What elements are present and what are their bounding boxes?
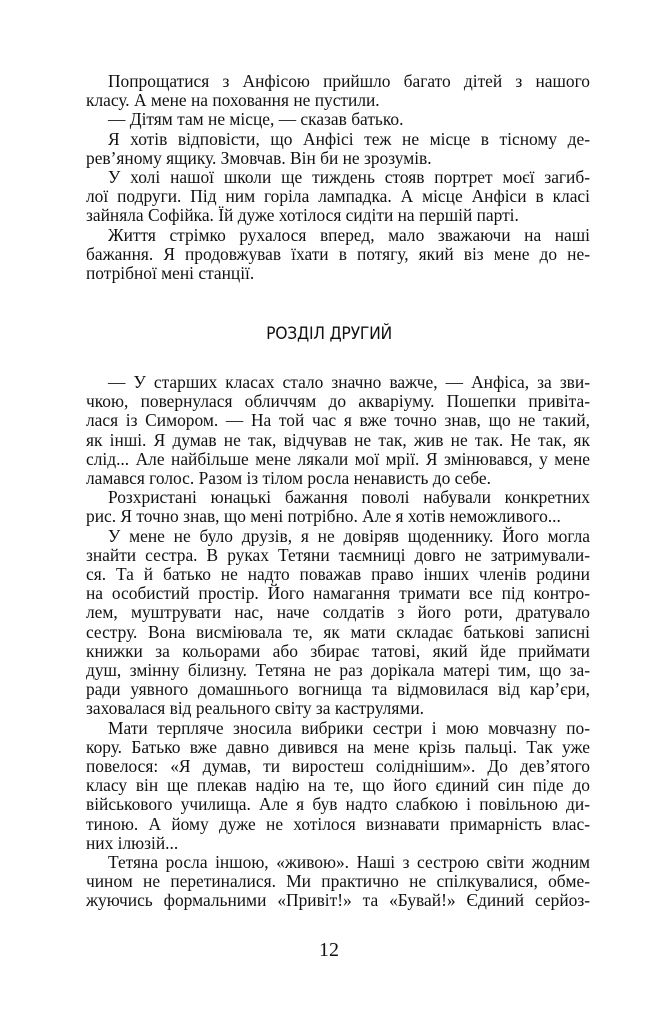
text-line: них ілюзій... (86, 832, 179, 853)
text-line: жуючись формальними «Привіт!» та «Бувай!» Єдиний серйоз- (86, 890, 590, 911)
text-line: У холі нашої школи ще тиждень стояв портрет моєї загиб- (108, 167, 590, 188)
text-line: чкою, повернулася обличчям до акваріуму. Пошепки привіта- (86, 391, 590, 412)
chapter-heading: РОЗДІЛ ДРУГИЙ (266, 324, 392, 344)
text-line: заховалася від реального світу за каструлями. (86, 698, 425, 719)
text-line: Я хотів відповісти, що Анфісі теж не місце в тісному де- (108, 128, 590, 149)
text-line: книжки за кольорами або збирає татові, який йде приймати (86, 640, 590, 661)
text-line: рис. Я точно знав, що мені потрібно. Але я хотів неможливого... (86, 506, 561, 527)
text-line: тиною. А йому дуже не хотілося визнавати примарність влас- (86, 813, 590, 834)
text-line: потрібної мені станції. (86, 263, 255, 284)
text-line: чином не перетиналися. Ми практично не спілкувалися, обме- (86, 871, 590, 892)
text-block-chapter-two (86, 373, 590, 911)
text-block-before-chapter (86, 72, 590, 283)
page-number: 12 (319, 939, 339, 961)
text-line: класу. А мене на поховання не пустили. (86, 90, 380, 111)
text-line: — Дітям там не місце, — сказав батько. (108, 109, 404, 130)
text-line: на особистий простір. Його намагання тримати все під контро- (86, 583, 590, 604)
text-line: ради уявного домашнього вогнища та відмовилася від кар’єри, (86, 679, 590, 700)
text-line: сестру. Вона висміювала те, як мати складає батькові записні (86, 621, 590, 642)
text-line: лем, муштрувати нас, наче солдатів з його роти, дратувало (86, 602, 590, 623)
text-line: Життя стрімко рухалося вперед, мало зважаючи на наші (108, 224, 590, 245)
text-line: лої подруги. Під ним горіла лампадка. А місце Анфіси в класі (86, 186, 590, 207)
text-line: як інші. Я думав не так, відчував не так, жив не так. Не так, як (86, 429, 590, 450)
text-line: У мене не було друзів, я не довіряв щоденнику. Його могла (108, 525, 590, 546)
text-line: Мати терпляче зносила вибрики сестри і мою мовчазну по- (108, 717, 590, 738)
text-line: — У старших класах стало значно важче, — Анфіса, за зви- (108, 372, 590, 392)
text-line: бажання. Я продовжував їхати в потягу, який віз мене до не- (86, 243, 590, 264)
text-line: військового училища. Але я був надто слабкою і повільною ди- (86, 794, 590, 815)
text-line: повелося: «Я думав, ти виростеш соліднішим». До дев’ятого (86, 756, 590, 777)
text-line: Розхристані юнацькі бажання поволі набували конкретних (108, 487, 590, 508)
text-line: ся. Та й батько не надто поважав право інших членів родини (86, 564, 590, 585)
text-line: Попрощатися з Анфісою прийшло багато дітей з нашого (108, 71, 590, 91)
text-line: зайняла Софійка. Їй дуже хотілося сидіти на першій парті. (86, 205, 519, 226)
text-line: рев’яному ящику. Змовчав. Він би не зрозумів. (86, 147, 432, 168)
text-line: ламався голос. Разом із тілом росла ненависть до себе. (86, 468, 491, 489)
text-line: класу він ще плекав надію на те, що його єдиний син піде до (86, 775, 590, 796)
text-line: знайти сестра. В руках Тетяни таємниці довго не затримували- (86, 544, 590, 565)
text-line: лася із Симором. — На той час я вже точно знав, що не такий, (86, 410, 590, 431)
text-line: кору. Батько вже давно дивився на мене крізь пальці. Так уже (86, 736, 590, 757)
text-line: душ, змінну білизну. Тетяна не раз дорікала матері тим, що за- (86, 660, 590, 681)
text-line: слід... Але найбільше мене лякали мої мрії. Я змінювався, у мене (86, 448, 590, 469)
text-line: Тетяна росла іншою, «живою». Наші з сестрою світи жодним (108, 852, 590, 873)
